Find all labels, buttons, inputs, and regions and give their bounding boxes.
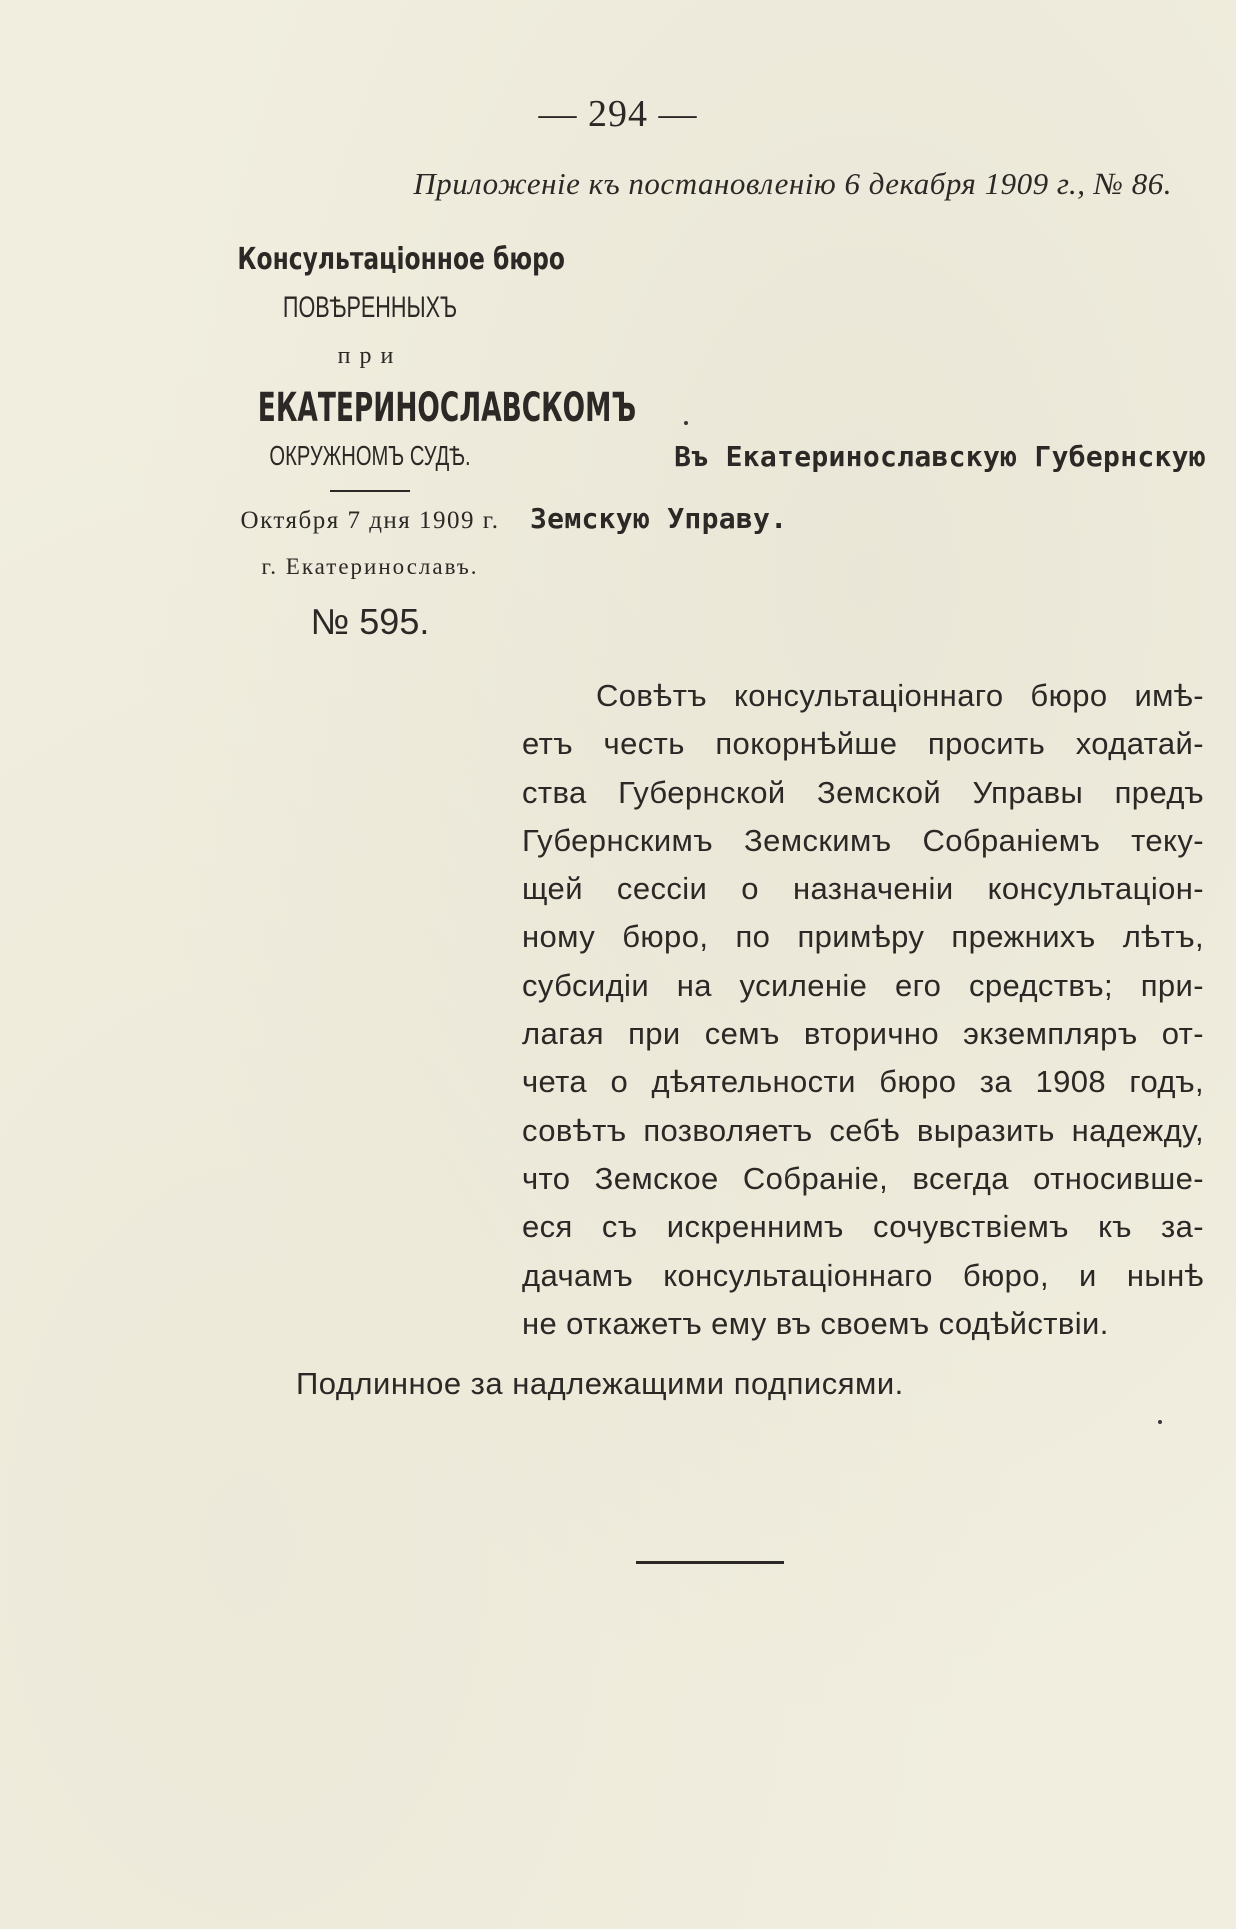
letterhead-divider (330, 490, 410, 492)
body-line: не откажетъ ему въ своемъ содѣйствіи. (522, 1305, 1109, 1341)
ink-dot (1158, 1420, 1162, 1424)
letterhead-court: ОКРУЖНОМЪ СУДѢ. (269, 440, 471, 471)
letterhead (200, 238, 637, 648)
body-line: Губернскимъ Земскимъ Собраніемъ теку- (522, 822, 1204, 858)
letterhead-attorneys: ПОВѢРЕННЫХЪ (282, 291, 458, 324)
body-paragraph (522, 672, 1204, 1348)
ink-dot (684, 421, 688, 425)
body-line: лагая при семъ вторично экземпляръ от- (522, 1016, 1204, 1052)
body-line: еся съ искреннимъ сочувствіемъ къ за- (522, 1209, 1204, 1245)
letterhead-bureau: Консультаціонное бюро (237, 242, 565, 277)
addressee-line-2: Земскую Управу. (530, 502, 788, 535)
body-line: ному бюро, по примѣру прежнихъ лѣтъ, (522, 919, 1204, 955)
letterhead-number: № 595. (310, 601, 430, 642)
addressee-line-1: Въ Екатеринославскую Губернскую (674, 440, 1206, 473)
body-line: Совѣтъ консультаціоннаго бюро имѣ- (596, 678, 1204, 713)
letterhead-at: при (337, 343, 403, 369)
body-line: что Земское Собраніе, всегда относивше- (522, 1160, 1204, 1196)
body-line: дачамъ консультаціоннаго бюро, и нынѣ (522, 1257, 1204, 1293)
closing-rule (636, 1561, 784, 1564)
body-line: совѣтъ позволяетъ себѣ выразить надежду, (522, 1112, 1204, 1148)
page-number: — 294 — (538, 93, 698, 135)
letterhead-court-city: ЕКАТЕРИНОСЛАВСКОМЪ (257, 385, 637, 431)
body-line: етъ честь покорнѣйше просить ходатай- (522, 726, 1204, 762)
addressee (530, 426, 1206, 550)
closing-line: Подлинное за надлежащими подписями. (296, 1366, 904, 1401)
body-line: субсидіи на усиленіе его средствъ; при- (522, 967, 1204, 1003)
appendix-heading: Приложеніе къ постановленію 6 декабря 1909 г., № 86. (413, 166, 1172, 201)
body-line: ства Губернской Земской Управы предъ (522, 774, 1204, 810)
letterhead-date: Октября 7 дня 1909 г. (240, 507, 500, 534)
body-line: щей сессіи о назначеніи консультаціон- (522, 871, 1204, 907)
letterhead-place: г. Екатеринославъ. (261, 554, 479, 579)
body-line: чета о дѣятельности бюро за 1908 годъ, (522, 1064, 1204, 1100)
